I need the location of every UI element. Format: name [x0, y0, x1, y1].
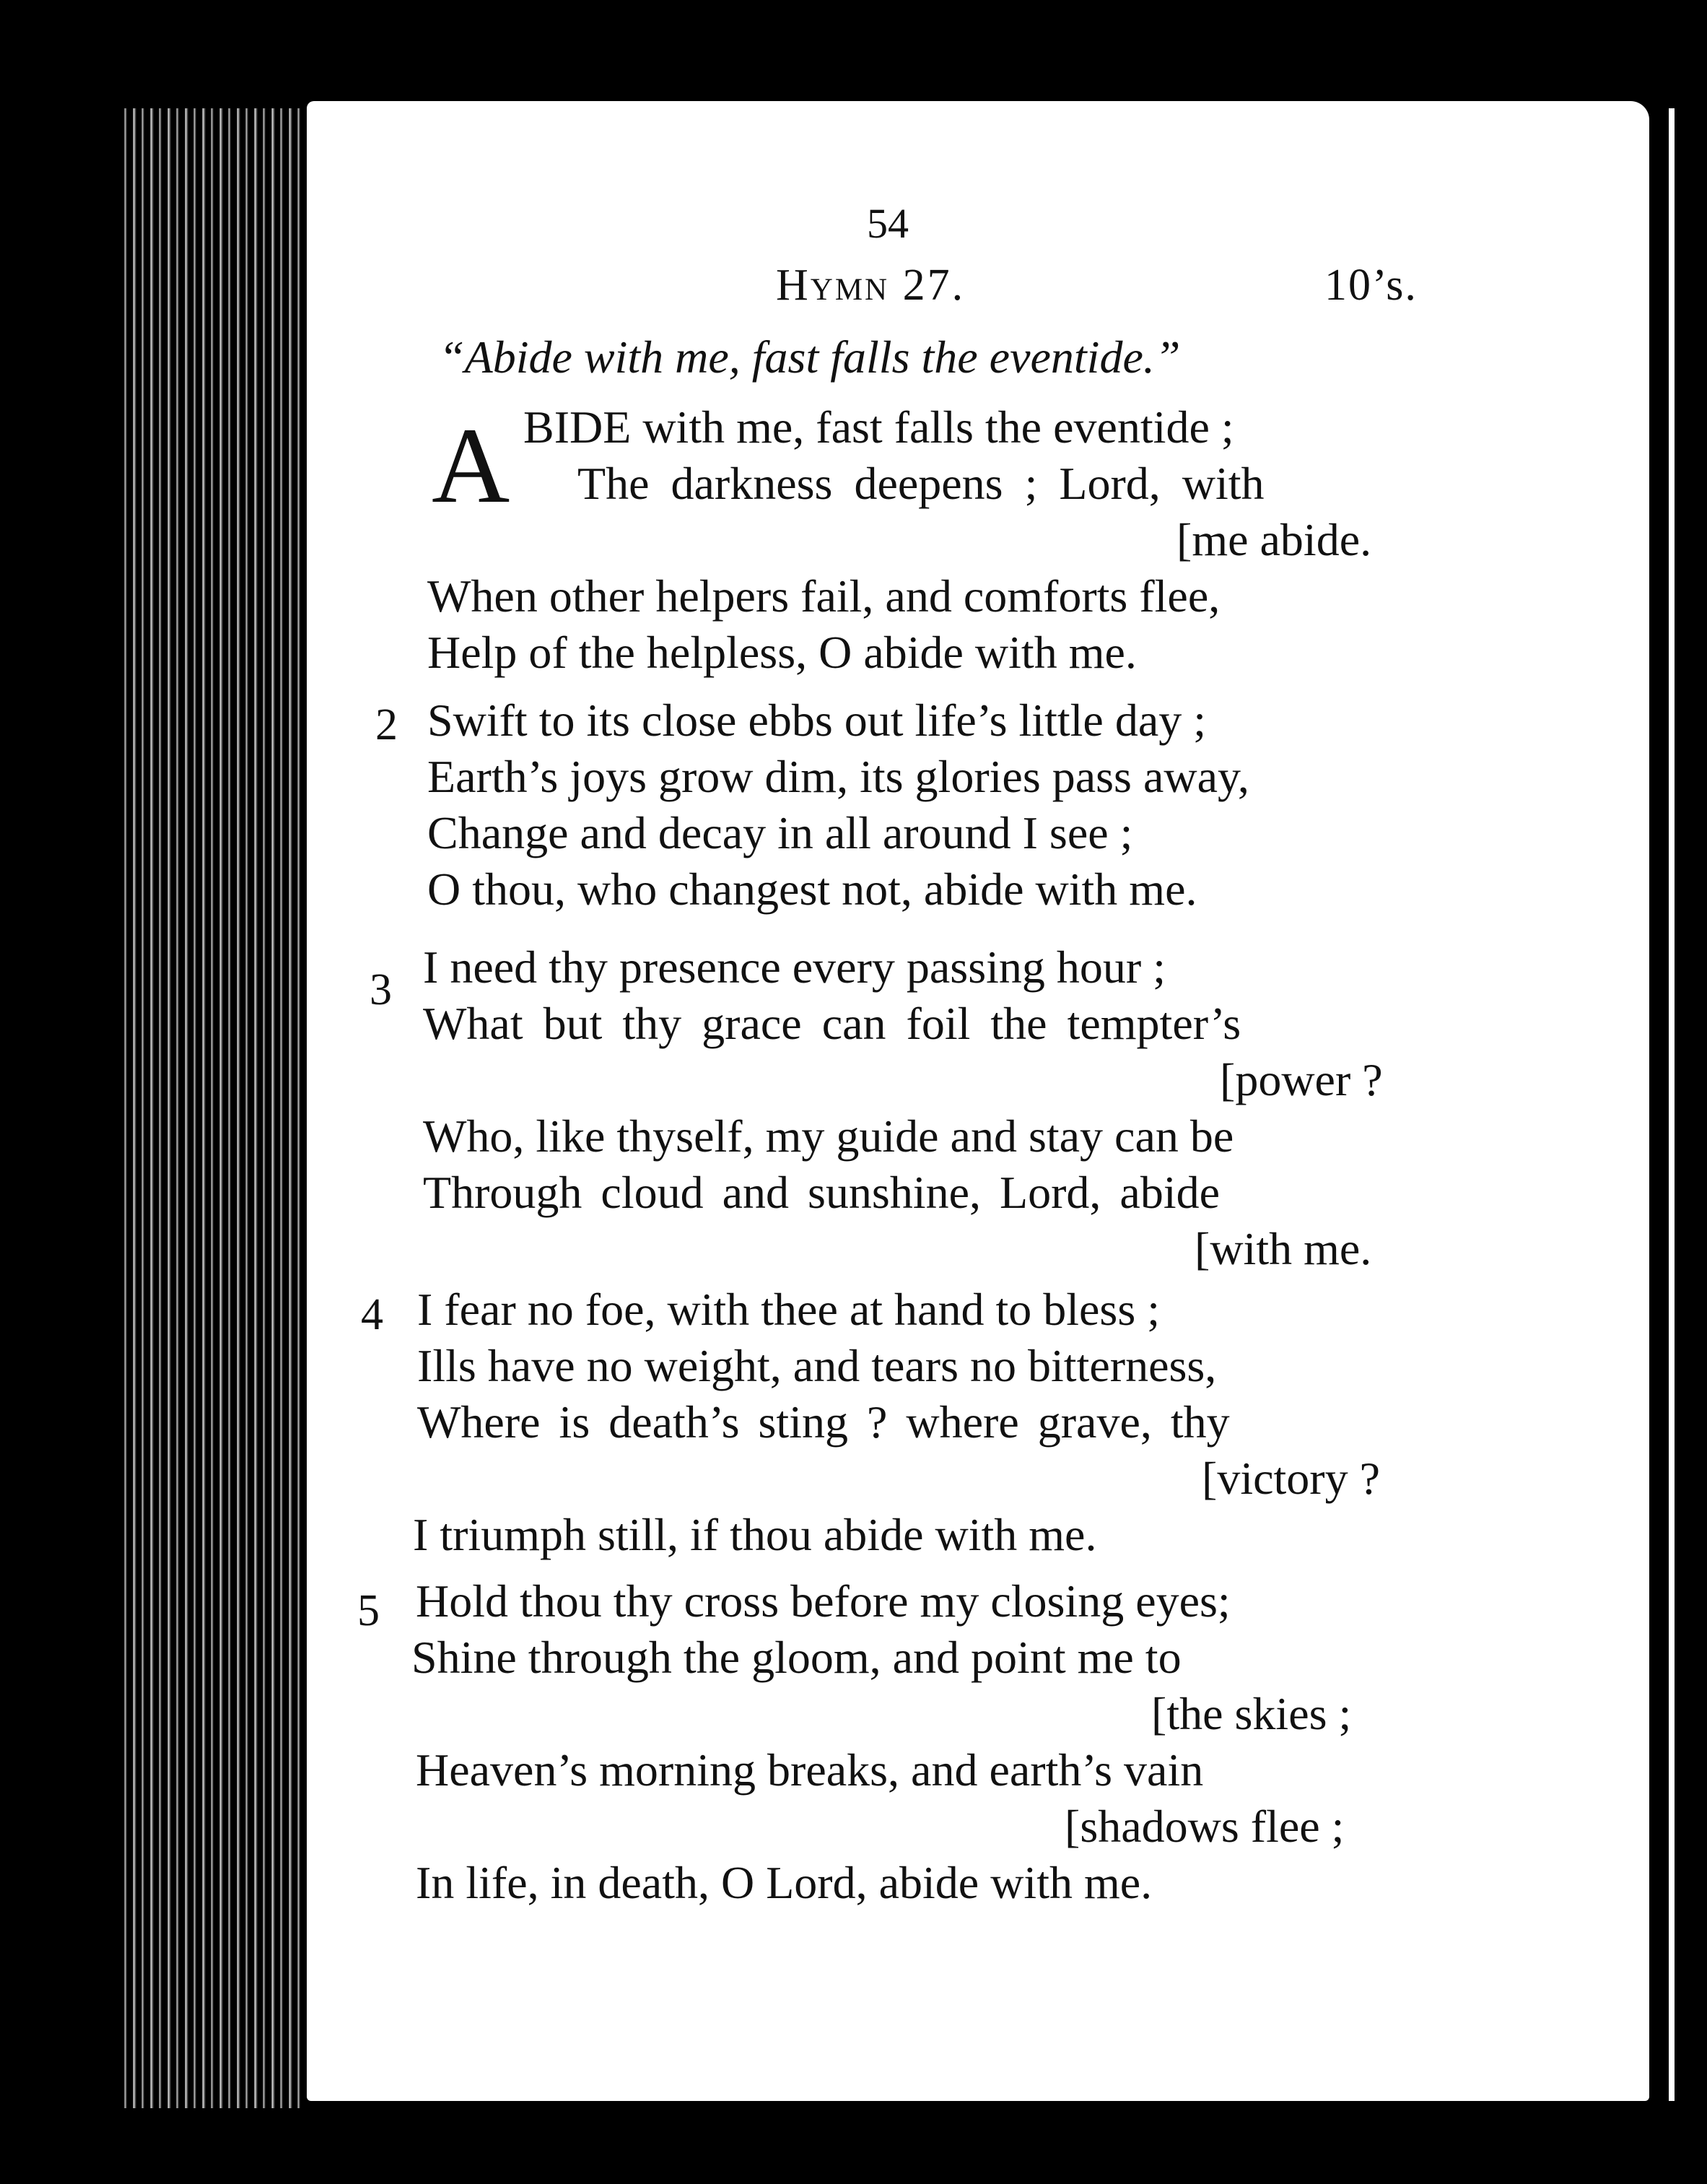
verse-5-line-2-turnover: [the skies ;: [1151, 1688, 1352, 1739]
verse-4-number: 4: [361, 1290, 383, 1339]
verse-4-line-1: I fear no foe, with thee at hand to bless ;: [417, 1284, 1160, 1335]
verse-3-line-3: Who, like thyself, my guide and stay can be: [423, 1110, 1234, 1162]
first-line-epigraph: “Abide with me, fast falls the eventide.”: [439, 331, 1181, 383]
verse-1-line-3: When other helpers fail, and comforts flee,: [427, 570, 1221, 622]
verse-2-number: 2: [375, 700, 398, 749]
page-number: 54: [867, 200, 909, 247]
verse-5-line-1: Hold thou thy cross before my closing eyes;: [416, 1575, 1231, 1627]
drop-cap: A: [432, 406, 510, 526]
verse-3-line-2-turnover: [power ?: [1220, 1054, 1383, 1105]
verse-3-line-1: I need thy presence every passing hour ;: [423, 941, 1166, 993]
verse-5-line-2: Shine through the gloom, and point me to: [411, 1632, 1182, 1683]
verse-4-line-3-turnover: [victory ?: [1202, 1453, 1380, 1504]
verse-1-line-4: Help of the helpless, O abide with me.: [427, 627, 1137, 678]
verse-2-line-4: O thou, who changest not, abide with me.: [427, 863, 1197, 915]
verse-1-line-2: The darkness deepens ; Lord, with: [577, 458, 1265, 509]
verse-5-line-3: Heaven’s morning breaks, and earth’s vain: [416, 1744, 1204, 1796]
verse-3-line-2: What but thy grace can foil the tempter’s: [423, 998, 1241, 1049]
hymn-meter: 10’s.: [1324, 261, 1418, 310]
verse-4-line-3: Where is death’s sting ? where grave, thy: [417, 1396, 1230, 1448]
book-spine: [119, 108, 303, 2108]
verse-5-number: 5: [357, 1586, 380, 1635]
verse-2-line-3: Change and decay in all around I see ;: [427, 807, 1133, 858]
verse-3-line-4: Through cloud and sunshine, Lord, abide: [423, 1167, 1220, 1218]
verse-3-number: 3: [370, 965, 392, 1014]
verse-5-line-3-turnover: [shadows flee ;: [1065, 1801, 1345, 1852]
verse-2-line-2: Earth’s joys grow dim, its glories pass away,: [427, 751, 1249, 802]
verse-4-line-4: I triumph still, if thou abide with me.: [413, 1509, 1097, 1560]
verse-2-line-1: Swift to its close ebbs out life’s little day ;: [427, 695, 1206, 746]
verse-1-line-1: BIDE with me, fast falls the eventide ;: [523, 401, 1234, 453]
right-page-edge: [1653, 108, 1696, 2101]
right-page-strip: [1669, 108, 1675, 2101]
verse-4-line-2: Ills have no weight, and tears no bitterness,: [417, 1340, 1217, 1391]
verse-5-line-4: In life, in death, O Lord, abide with me.: [416, 1857, 1153, 1908]
hymn-title: Hymn 27.: [776, 261, 966, 310]
verse-1-line-2-turnover: [me abide.: [1176, 514, 1372, 565]
verse-3-line-4-turnover: [with me.: [1195, 1223, 1372, 1274]
